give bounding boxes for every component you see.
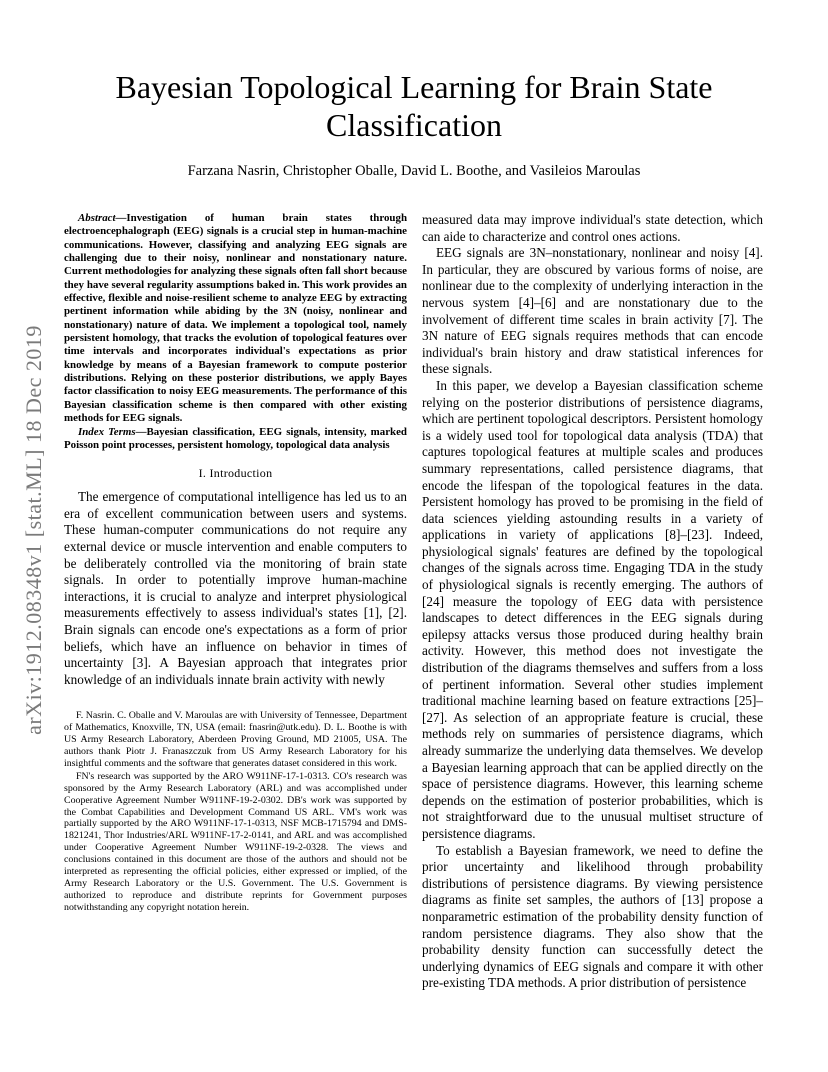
arxiv-stamp xyxy=(14,280,54,780)
abstract-label: Abstract xyxy=(78,212,116,224)
index-terms: Index Terms—Bayesian classification, EEG signals, intensity, marked Poisson point processes, persistent homology, topological data analysis xyxy=(64,425,407,451)
section-heading: I. Introduction xyxy=(198,466,273,481)
footnote: F. Nasrin. C. Oballe and V. Maroulas are with University of Tennessee, Department of Mathematics, Knoxville, TN, USA (email: fnasrin@utk.edu). D. L. Boothe is with US Army Research Laboratory, Aberdeen Proving Ground, MD 21005, USA. The authors thank Piotr J. Franaszczuk from US Army Research Laboratory for his insightful comments and the software that generates dataset considered in this work. xyxy=(64,710,407,769)
index-terms-label: Index Terms xyxy=(78,425,136,438)
right-column xyxy=(422,212,763,992)
body-paragraph: EEG signals are 3N–nonstationary, nonlinear and noisy [4]. In particular, they are obscured by various forms of noise, are nonlinear due to the complexity of underlying interaction in the nervous system [4]–[6] and are nonstationary due to the involvement of different time scales in brain activity [7]. The 3N nature of EEG signals requires methods that can encode individual's brain history and draw statistical inferences for these signals. xyxy=(422,245,763,377)
paper-title: Bayesian Topological Learning for Brain State Classification xyxy=(115,69,713,143)
intro-paragraph: The emergence of computational intelligence has led us to an era of excellent communication between users and systems. These human-computer communications do not require any external device or muscle intervention and enable computers to be deliberately controlled via the monitoring of brain state signals. In order to potentially improve human-machine interactions, it is crucial to analyze and interpret physiological measurements effectively to assess individual's states [1], [2]. Brain signals can encode one's expectations as a form of prior beliefs, which have an influence on behavior in times of uncertainty [3]. A Bayesian approach that integrates prior knowledge of an individuals innate brain activity with newly xyxy=(64,489,407,687)
abstract: Abstract—Investigation of human brain states through electroencephalograph (EEG) signals is a crucial step in human-machine communications. However, classifying and analyzing EEG signals are challenging due to their noisy, nonlinear and nonstationary nature. Current methodologies for analyzing these signals often fall short because they have several regularity assumptions baked in. This work provides an effective, flexible and noise-resilient scheme to analyze EEG by extracting pertinent information while abiding by the 3N (noisy, nonlinear and nonstationary) nature of data. We implement a topological tool, namely persistent homology, that tracks the evolution of topological features over time intervals and incorporates individual's expectations as prior knowledge by means of a Bayesian framework to compute posterior distributions. Relying on these posterior distributions, we apply Bayes factor classification to noisy EEG measurements. The performance of this Bayesian classification scheme is then compared with other existing methods for EEG signals. xyxy=(64,212,407,425)
left-column xyxy=(64,212,407,914)
author-list: Farzana Nasrin, Christopher Oballe, David L. Boothe, and Vasileios Maroulas xyxy=(187,163,641,179)
footnote: FN's research was supported by the ARO W911NF-17-1-0313. CO's research was sponsored by the Army Research Laboratory (ARL) and was accomplished under Cooperative Agreement Number W911NF-19-2-0302. DB's work was supported by the Combat Capabilities and Development Command US ARL. VM's work was partially supported by the ARO W911NF-17-1-0313, NSF MCB-1715794 and DMS-1821241, Thor Industries/ARL W911NF-17-2-0141, and ARL and was accomplished under Cooperative Agreement Number W911NF-19-2-0328. The views and conclusions contained in this document are those of the authors and should not be interpreted as representing the official policies, either expressed or implied, of the Army Research Laboratory or the U.S. Government. The U.S. Government is authorized to reproduce and distribute reprints for Government purposes notwithstanding any copyright notation herein. xyxy=(64,770,407,913)
arxiv-id: arXiv:1912.08348v1 [stat.ML] 18 Dec 2019 xyxy=(21,325,46,735)
body-paragraph: To establish a Bayesian framework, we need to define the prior uncertainty and likelihood through probability distributions of persistence diagrams. By viewing persistence diagrams as finite set samples, the authors of [13] propose a nonparametric estimation of the probability density function of random persistence diagrams. They also show that the probability density function can successfully detect the underlying dynamics of EEG signals and compare it with other pre-existing TDA methods. A prior distribution of persistence xyxy=(422,842,763,991)
body-paragraph: In this paper, we develop a Bayesian classification scheme relying on the posterior distributions of persistence diagrams, which are pertinent topological descriptors. Persistent homology is a widely used tool for topological data analysis (TDA) that captures topological features at multiple scales and produces summary representations, called persistence diagrams, that encode the lifespan of the topological features in the data. Persistent homology has proved to be promising in the field of data sciences yielding astounding results in a variety of applications in variety of applications [8]–[23]. Indeed, physiological signals' features are defined by the topological changes of the signals across time. Engaging TDA in the study of physiological signals is recently emerging. The authors of [24] measure the topology of EEG data with persistence landscapes to detect differences in the EEG signals during epilepsy attacks versus those produced during healthy brain activity. However, this method does not investigate the distribution of the diagrams themselves and suffers from a loss of pertinent information. Several other studies implement traditional machine learning based on feature extractions [25]–[27]. As selection of an appropriate feature is crucial, these methods rely on summaries of persistence diagrams, which already summarize the underlying data themselves. We develop a Bayesian learning approach that can be applied directly on the space of persistence diagrams. However, this learning scheme depends on the estimation of posterior probabilities, which is not straightforward due to the unusual multiset structure of persistence diagrams. xyxy=(422,377,763,841)
abstract-text: Investigation of human brain states through electroencephalograph (EEG) signals is a crucial step in human-machine communications. However, classifying and analyzing EEG signals are challenging due to their noisy, nonlinear and nonstationary nature. Current methodologies for analyzing these signals often fall short because they have several regularity assumptions baked in. This work provides an effective, flexible and noise-resilient scheme to analyze EEG by extracting pertinent information while abiding by the 3N (noisy, nonlinear and nonstationary) nature of data. We implement a topological tool, namely persistent homology, that tracks the evolution of topological features over time intervals and incorporates individual's expectations as prior knowledge by means of a Bayesian framework to compute posterior distributions. Relying on these posterior distributions, we apply Bayes factor classification to noisy EEG measurements. The performance of this Bayesian classification scheme is then compared with other existing methods for EEG signals. xyxy=(64,212,407,425)
body-paragraph: measured data may improve individual's state detection, which can aide to characterize and control ones actions. xyxy=(422,212,763,244)
index-terms-text: Bayesian classification, EEG signals, intensity, marked Poisson point processes, persistent homology, topological data analysis xyxy=(64,425,407,451)
